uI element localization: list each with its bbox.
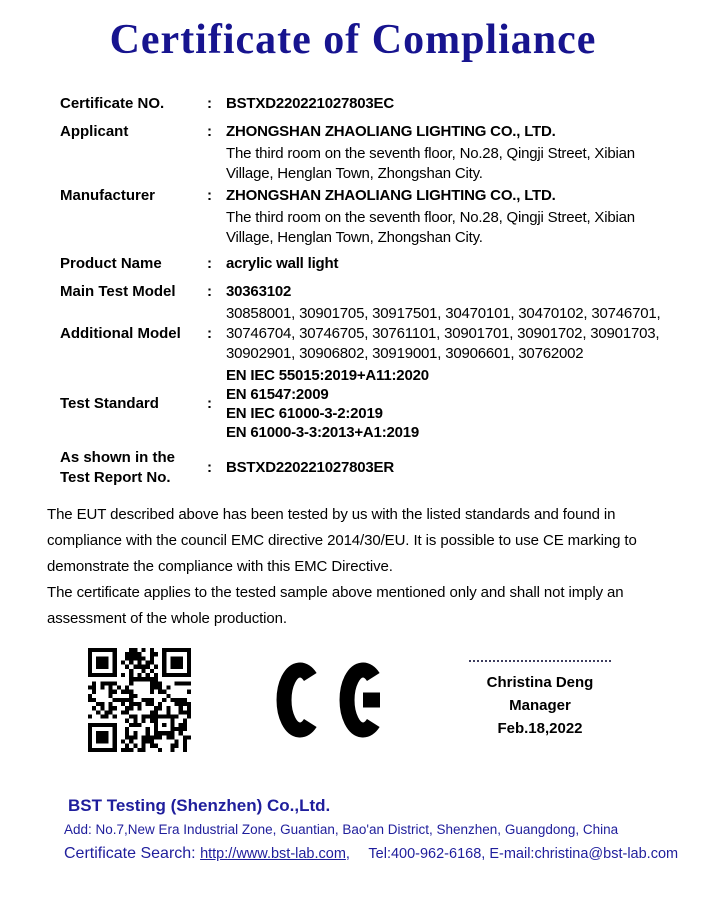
footer-company: BST Testing (Shenzhen) Co.,Ltd. [68,796,331,815]
test-report-label-line2: Test Report No. [60,469,171,486]
additional-model-line: 30746704, 30746705, 30761101, 30901701, 30901702, 30901703, [226,325,660,342]
field-certificate-no [60,94,666,114]
test-standard-line: EN IEC 61000-3-2:2019 [226,405,383,422]
applicant-address: The third room on the seventh floor, No.28, Qingji Street, Xibian Village, Henglan Town, Zhongshan City. [226,145,635,182]
signatory-role: Manager [509,697,571,714]
ce-letter-e-icon [339,662,385,738]
test-report-label-line1: As shown in the [60,449,176,466]
field-additional-model [60,304,666,364]
field-label: Certificate NO. [60,95,165,112]
test-standard-line: EN 61000-3-3:2013+A1:2019 [226,424,420,441]
signatory-name: Christina Deng [486,674,594,691]
field-label: Product Name [60,255,162,272]
field-main-test-model [60,282,666,302]
certificate-search-label: Certificate Search: [64,845,196,862]
signature-block [469,660,611,740]
field-value: BSTXD220221027803EC [226,95,394,112]
manufacturer-address: The third room on the seventh floor, No.28, Qingji Street, Xibian Village, Henglan Town, Zhongshan City. [226,209,635,246]
colon-separator: : [207,187,212,204]
test-standard-line: EN 61547:2009 [226,386,329,403]
test-standard-line: EN IEC 55015:2019+A11:2020 [226,367,429,384]
field-value: 30363102 [226,283,292,300]
colon-separator: : [207,325,212,342]
colon-separator: : [207,395,212,412]
footer-contact: Tel:400-962-6168, E-mail:christina@bst-lab.com [368,846,679,862]
ce-letter-c-icon [276,662,322,738]
field-label [60,448,207,488]
colon-separator: : [207,95,212,112]
field-product-name [60,254,666,274]
additional-model-line: 30902901, 30906802, 30919001, 30906601, 30762002 [226,345,584,362]
applicant-company: ZHONGSHAN ZHAOLIANG LIGHTING CO., LTD. [226,123,556,140]
certificate-search-link[interactable]: http://www.bst-lab.com [200,846,346,862]
signature-line [469,660,611,662]
certificate-fields [0,94,706,488]
field-value: BSTXD220221027803ER [226,459,394,476]
field-label: Test Standard [60,395,159,412]
colon-separator: : [207,459,212,476]
field-label: Manufacturer [60,187,156,204]
colon-separator: : [207,283,212,300]
field-value: acrylic wall light [226,255,339,272]
certificate-title: Certificate of Compliance [109,17,597,63]
footer-address: Add: No.7,New Era Industrial Zone, Guantian, Bao'an District, Shenzhen, Guangdong, China [64,822,619,837]
field-label: Applicant [60,123,129,140]
field-test-standard [60,366,666,442]
qr-code-icon [88,648,191,752]
footer [0,796,706,863]
field-manufacturer [60,186,666,248]
certificate-page [0,16,706,863]
field-applicant [60,122,666,184]
colon-separator: : [207,255,212,272]
field-test-report-no [60,448,666,488]
url-comma: , [345,846,350,862]
signature-date: Feb.18,2022 [497,720,583,737]
field-label: Main Test Model [60,283,176,300]
additional-model-line: 30858001, 30901705, 30917501, 30470101, 30470102, 30746701, [226,305,661,322]
field-label: Additional Model [60,325,181,342]
footer-search-line [64,845,706,863]
colon-separator: : [207,123,212,140]
statement-paragraph: The certificate applies to the tested sample above mentioned only and shall not imply an assessment of the whole production. [47,584,624,627]
statement-paragraph: The EUT described above has been tested by us with the listed standards and found in compliance with the council EMC directive 2014/30/EU. It is possible to use CE marking to demonstrate the compliance with this EMC Directive. [47,506,637,575]
ce-mark-icon [276,662,385,738]
compliance-statement [47,502,639,632]
manufacturer-company: ZHONGSHAN ZHAOLIANG LIGHTING CO., LTD. [226,187,556,204]
marks-row [0,648,706,752]
